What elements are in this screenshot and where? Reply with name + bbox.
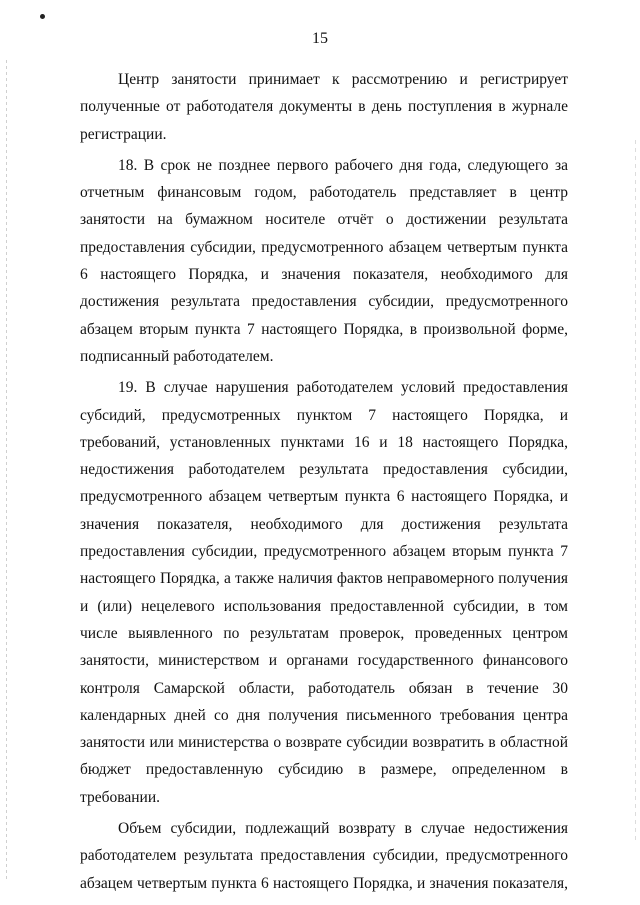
scan-mark (40, 14, 45, 19)
scan-edge-line (635, 140, 636, 840)
document-body (80, 66, 568, 897)
paragraph-refund-volume: Объем субсидии, подлежащий возврату в случае недостижения работодателем результата предоставления субсидии, предусмотренного абзацем четвертым пункта 6 настоящего Порядка, и значения показателя, (80, 820, 568, 892)
page-number: 15 (312, 30, 328, 47)
paragraph-19: 19. В случае нарушения работодателем условий предоставления субсидий, предусмотренных пунктом 7 настоящего Порядка, и требований, установленных пунктами 16 и 18 настоящего Порядка, недостижения работодателем результата предоставления субсидии, предусмотренного абзацем четвертым пункта 6 настоящего Порядка, и значения показателя, необходимого для достижения результата предоставления субсидии, предусмотренного абзацем вторым пункта 7 настоящего Порядка, а также наличия фактов неправомерного получения и (или) нецелевого использования предоставленной субсидии, в том числе выявленного по результатам проверок, проведенных центром занятости, министерством и органами государственного финансового контроля Самарской области, работодатель обязан в течение 30 календарных дней со дня получения письменного требования центра занятости или министерства о возврате субсидии возвратить в областной бюджет предоставленную субсидию в размере, определенном в требовании. (80, 379, 568, 806)
paragraph-registration: Центр занятости принимает к рассмотрению и регистрирует полученные от работодателя документы в день поступления в журнале регистрации. (80, 71, 568, 143)
scan-margin-line (6, 60, 7, 880)
paragraph-18: 18. В срок не позднее первого рабочего дня года, следующего за отчетным финансовым годом, работодатель представляет в центр занятости на бумажном носителе отчёт о достижении результата предоставления субсидии, предусмотренного абзацем четвертым пункта 6 настоящего Порядка, и значения показателя, необходимого для достижения результата предоставления субсидии, предусмотренного абзацем вторым пункта 7 настоящего Порядка, в произвольной форме, подписанный работодателем. (80, 156, 568, 365)
